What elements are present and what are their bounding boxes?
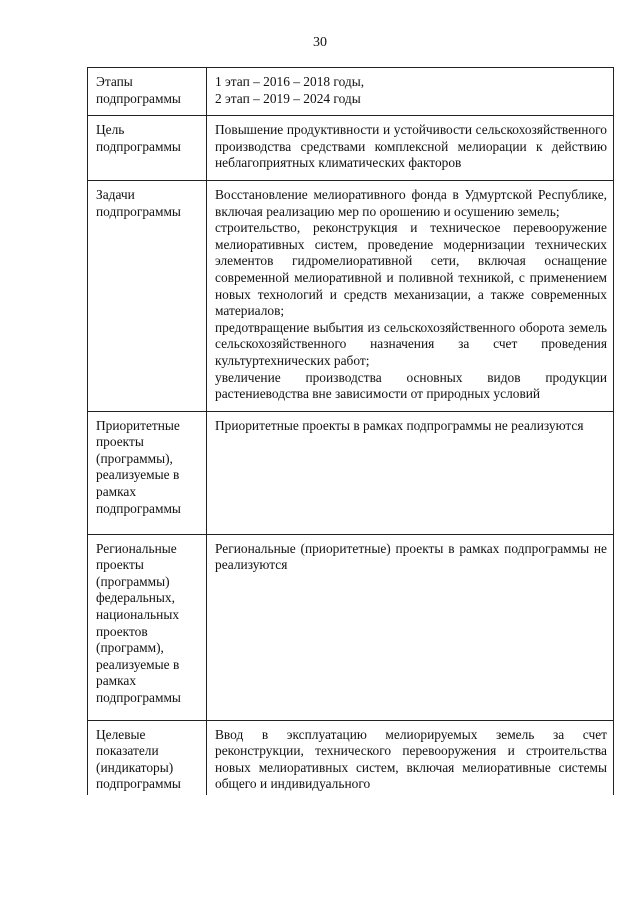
value-paragraph: предотвращение выбытия из сельскохозяйственного оборота земель сельскохозяйственного назначения за счет проведения культуртехнических работ;: [215, 319, 607, 368]
row-value: [207, 68, 614, 116]
table-row: [88, 68, 614, 116]
value-paragraph: Повышение продуктивности и устойчивости сельскохозяйственного производства средствами комплексной мелиорации к действию неблагоприятных климатических факторов: [215, 122, 607, 171]
subprogram-passport-table: [87, 67, 614, 795]
value-paragraph: 1 этап – 2016 – 2018 годы,: [215, 74, 365, 89]
value-clip: [215, 727, 607, 795]
value-paragraph: Региональные (приоритетные) проекты в рамках подпрограммы не реализуются: [215, 540, 607, 573]
value-paragraph: увеличение производства основных видов продукции растениеводства вне зависимости от природных условий: [215, 369, 607, 402]
value-paragraph: строительство, реконструкция и техническое перевооружение мелиоративных систем, проведение модернизации технических элементов гидромелиоративной сети, включая оснащение современной мелиоративной и поливной техникой, с применением новых технологий и средств механизации, а также современных материалов;: [215, 220, 607, 319]
row-label: Цель подпрограммы: [88, 116, 207, 181]
row-label: Приоритетные проекты (программы), реализуемые в рамках подпрограммы: [88, 411, 207, 534]
table-row: [88, 116, 614, 181]
row-value: [207, 534, 614, 720]
row-value: [207, 411, 614, 534]
page-number: 30: [313, 35, 327, 50]
table-row: [88, 720, 614, 795]
value-paragraph: Ввод в эксплуатацию мелиорируемых земель за счет реконструкции, технического перевооружения и строительства новых мелиоративных систем, включая мелиоративные системы общего и индивидуального: [215, 726, 607, 792]
row-label: Региональные проекты (программы) федеральных, национальных проектов (программ), реализуемые в рамках подпрограммы: [88, 534, 207, 720]
row-label: Этапы подпрограммы: [88, 68, 207, 116]
row-value: [207, 720, 614, 795]
row-value: [207, 180, 614, 411]
value-paragraph: Приоритетные проекты в рамках подпрограммы не реализуются: [215, 417, 584, 433]
row-label: Задачи подпрограммы: [88, 180, 207, 411]
value-paragraph: 2 этап – 2019 – 2024 годы: [215, 90, 361, 106]
row-value: [207, 116, 614, 181]
table-row: [88, 411, 614, 534]
table-row: [88, 534, 614, 720]
table-row: [88, 180, 614, 411]
value-paragraph: Восстановление мелиоративного фонда в Удмуртской Республике, включая реализацию мер по орошению и осушению земель;: [215, 186, 607, 219]
row-label: Целевые показатели (индикаторы) подпрограммы: [88, 720, 207, 795]
